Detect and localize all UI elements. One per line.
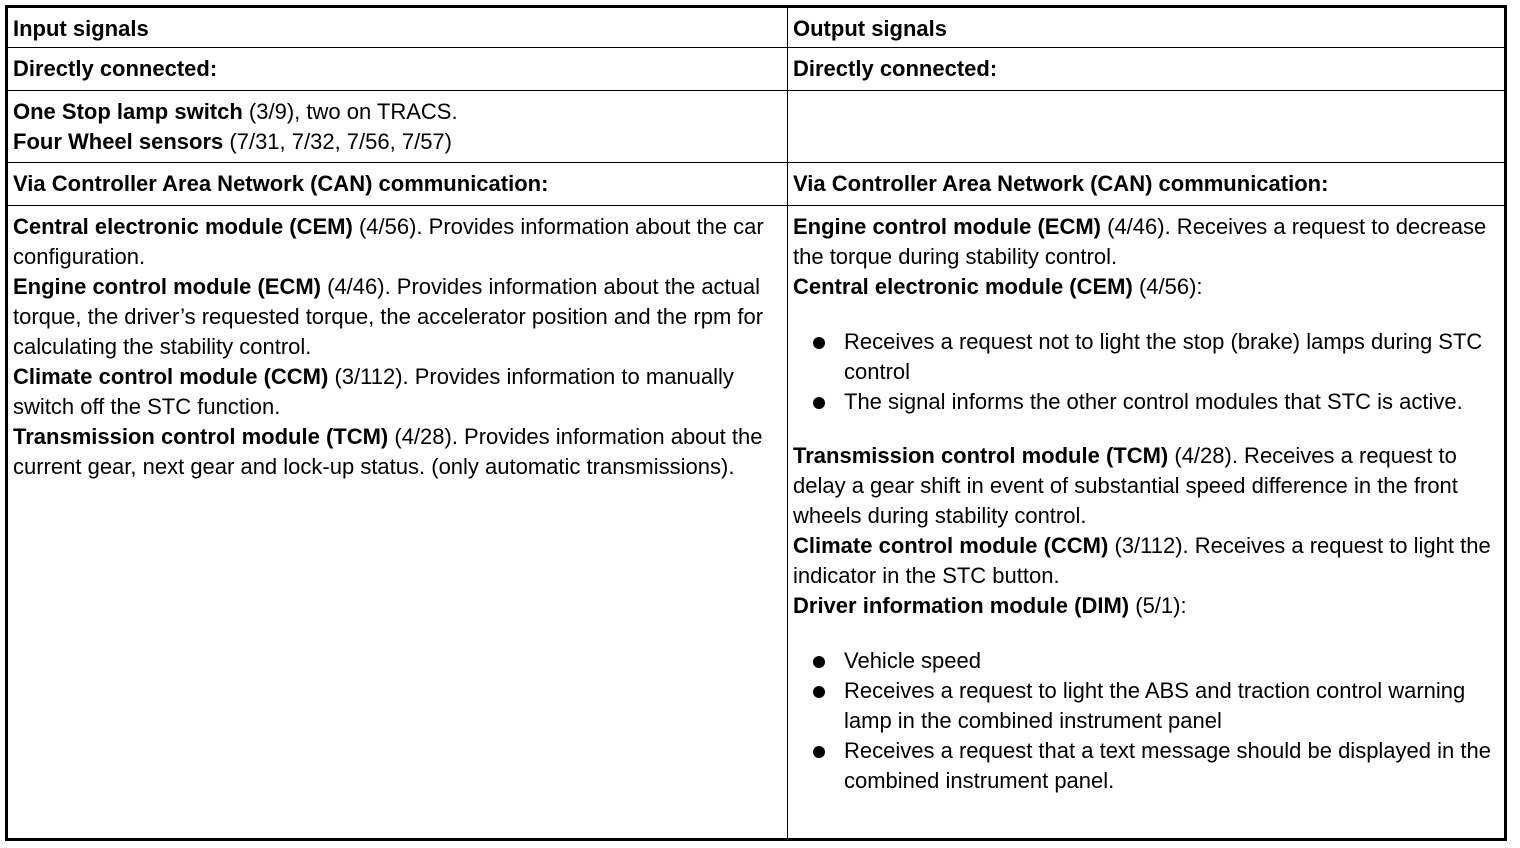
input-can-cell — [8, 206, 788, 838]
output-ecm-entry: Engine control module (ECM) (4/46). Receives a request to decrease the torque during stability control. — [793, 214, 1487, 269]
direct-content-row — [8, 91, 1504, 163]
output-ccm-entry: Climate control module (CCM) (3/112). Receives a request to light the indicator in the STC button. — [793, 533, 1491, 588]
output-signals-header: Output signals — [793, 16, 947, 41]
input-direct-label: Directly connected: — [8, 48, 788, 90]
input-cem-entry: Central electronic module (CEM) (4/56). Provides information about the car configuration. — [13, 214, 764, 269]
output-tcm-entry: Transmission control module (TCM) (4/28). Receives a request to delay a gear shift in event of substantial speed difference in the front wheels during stability control. — [793, 443, 1458, 528]
header-row — [8, 8, 1504, 48]
list-item: Receives a request not to light the stop (brake) lamps during STC control — [793, 327, 1500, 387]
list-item: Receives a request to light the ABS and traction control warning lamp in the combined instrument panel — [793, 676, 1500, 736]
input-signals-header: Input signals — [8, 8, 788, 47]
wheel-sensors-entry: Four Wheel sensors (7/31, 7/32, 7/56, 7/57) — [13, 129, 452, 154]
signals-table — [5, 5, 1507, 841]
output-cem-entry: Central electronic module (CEM) (4/56): — [793, 274, 1203, 299]
dim-bullet-list — [793, 646, 1500, 796]
input-ccm-entry: Climate control module (CCM) (3/112). Provides information to manually switch off the STC function. — [13, 364, 734, 419]
stop-lamp-switch-entry: One Stop lamp switch (3/9), two on TRACS. — [13, 99, 458, 124]
output-direct-label: Directly connected: — [793, 56, 998, 81]
output-direct-cell — [788, 91, 1504, 162]
list-item: The signal informs the other control modules that STC is active. — [793, 387, 1500, 417]
input-ecm-entry: Engine control module (ECM) (4/46). Provides information about the actual torque, the driver’s requested torque, the accelerator position and the rpm for calculating the stability control. — [13, 274, 764, 359]
list-item: Vehicle speed — [793, 646, 1500, 676]
input-direct-cell — [8, 91, 788, 162]
output-can-cell — [788, 206, 1504, 838]
can-content-row — [8, 206, 1504, 838]
cem-bullet-list — [793, 327, 1500, 417]
list-item: Receives a request that a text message should be displayed in the combined instrument panel. — [793, 736, 1500, 796]
can-label-row — [8, 163, 1504, 206]
input-can-label: Via Controller Area Network (CAN) communication: — [8, 163, 788, 205]
input-tcm-entry: Transmission control module (TCM) (4/28). Provides information about the current gear, next gear and lock-up status. (only automatic transmissions). — [13, 424, 763, 479]
output-dim-entry: Driver information module (DIM) (5/1): — [793, 593, 1187, 618]
direct-label-row — [8, 48, 1504, 91]
output-can-label: Via Controller Area Network (CAN) communication: — [793, 171, 1329, 196]
